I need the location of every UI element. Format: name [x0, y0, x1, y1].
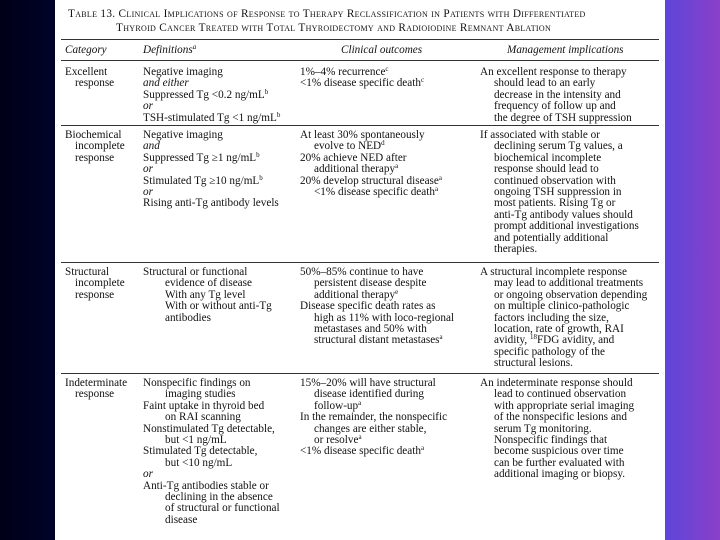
definitions-text: of structural or functional	[165, 502, 280, 515]
definitions-line	[143, 503, 280, 514]
footnote-marker: a	[358, 398, 362, 407]
management-text: Nonspecific findings that	[494, 434, 608, 447]
definitions-line	[143, 87, 280, 101]
outcomes-text: additional therapy	[314, 163, 396, 176]
definitions-line	[143, 198, 279, 209]
header-definitions-sup: a	[192, 43, 197, 51]
outcomes-line	[300, 446, 447, 457]
definitions-text: Suppressed Tg <0.2 ng/mL	[143, 88, 265, 101]
management-line	[480, 244, 639, 255]
outcomes-text: disease identified during	[314, 388, 424, 401]
cell-outcomes	[300, 267, 454, 347]
management-text: location, rate of growth, RAI	[494, 323, 624, 336]
header-top-rule	[61, 39, 659, 40]
management-text: prompt additional investigations	[494, 220, 639, 233]
table-title-line-2: Thyroid Cancer Treated with Total Thyroidectomy and Radioiodine Remnant Ablation	[116, 22, 552, 34]
definitions-text: or	[143, 163, 153, 176]
management-line	[480, 469, 634, 480]
category-line: Excellent	[65, 66, 108, 78]
definitions-line	[143, 173, 279, 187]
cell-category	[65, 378, 127, 401]
definitions-line	[143, 313, 272, 324]
management-text: biochemical incomplete	[494, 151, 602, 164]
category-line: incomplete	[75, 277, 125, 290]
management-text: additional imaging or biopsy.	[494, 468, 626, 481]
header-definitions	[143, 44, 196, 56]
footnote-marker: c	[385, 65, 389, 73]
outcomes-text: <1% disease specific death	[300, 445, 421, 458]
outcomes-text: <1% disease specific death	[300, 77, 421, 90]
outcomes-text: additional therapy	[314, 288, 396, 301]
category-line: Structural	[65, 266, 110, 278]
management-text: become suspicious over time	[494, 445, 624, 458]
definitions-text: Suppressed Tg ≥1 ng/mL	[143, 151, 257, 164]
management-text: with appropriate serial imaging	[494, 399, 635, 412]
outcomes-text: 1%–4% recurrence	[300, 66, 386, 78]
management-text: frequency of follow up and	[494, 100, 616, 113]
management-text: An excellent response to therapy	[480, 66, 627, 78]
management-text: If associated with stable or	[480, 129, 600, 141]
definitions-line	[143, 110, 281, 124]
category-line: response	[75, 151, 115, 164]
management-text: structural lesions.	[494, 357, 573, 370]
outcomes-text: 50%–85% continue to have	[300, 266, 424, 278]
footnote-marker: b	[276, 110, 281, 119]
footnote-marker: d	[381, 139, 385, 148]
management-text: the degree of TSH suppression	[494, 111, 632, 124]
definitions-text: antibodies	[165, 311, 211, 324]
definitions-text: Anti-Tg antibodies stable or	[143, 479, 269, 492]
management-text: anti-Tg antibody values should	[494, 208, 633, 221]
cell-category	[65, 67, 114, 90]
footnote-marker: e	[395, 287, 399, 296]
management-text: and potentially additional	[494, 231, 609, 244]
footnote-marker: b	[259, 173, 263, 182]
definitions-text: Rising anti-Tg antibody levels	[143, 197, 279, 210]
outcomes-text: persistent disease despite	[314, 277, 427, 290]
management-text-cont: FDG avidity, and	[536, 334, 615, 347]
definitions-line	[143, 515, 280, 526]
table-title	[55, 0, 665, 35]
management-text: should lead to an early	[494, 77, 596, 90]
outcomes-text: 20% achieve NED after	[300, 151, 407, 164]
management-text: continued observation with	[494, 174, 616, 187]
cell-management	[480, 267, 647, 370]
outcomes-text: metastases and 50% with	[314, 323, 427, 336]
cell-outcomes	[300, 67, 424, 90]
header-management: Management implications	[507, 44, 624, 56]
header-outcomes: Clinical outcomes	[341, 44, 423, 56]
definitions-text: and	[143, 140, 160, 153]
footnote-marker: a	[395, 162, 399, 171]
management-text: can be further evaluated with	[494, 456, 625, 469]
definitions-text: imaging studies	[165, 388, 236, 401]
outcomes-text: Disease specific death rates as	[300, 300, 436, 313]
header-definitions-text: Definitions	[143, 44, 193, 56]
outcomes-text: 15%–20% will have structural	[300, 377, 436, 389]
management-text: on multiple clinico-pathologic	[494, 300, 630, 313]
outcomes-text: <1% disease specific death	[314, 186, 435, 199]
definitions-text: Negative imaging	[143, 66, 223, 78]
outcomes-line	[300, 78, 424, 89]
management-text: of the nonspecific lesions and	[494, 411, 627, 424]
outcomes-text: changes are either stable,	[314, 422, 427, 435]
definitions-text: and either	[143, 77, 189, 90]
footnote-marker: b	[264, 87, 269, 96]
cell-outcomes	[300, 378, 447, 458]
cell-category	[65, 267, 125, 301]
outcomes-text: or resolve	[314, 434, 359, 447]
definitions-text: or	[143, 100, 153, 113]
footnote-marker: a	[358, 433, 362, 442]
header-category: Category	[65, 44, 107, 56]
row-divider	[61, 373, 659, 374]
category-line: incomplete	[75, 140, 125, 153]
management-text: factors including the size,	[494, 311, 609, 324]
footnote-marker: a	[438, 173, 442, 182]
management-text: declining serum Tg values, a	[494, 140, 623, 153]
category-line: response	[75, 288, 115, 301]
management-text: may lead to additional treatments	[494, 277, 644, 290]
outcomes-text: follow-up	[314, 399, 359, 412]
definitions-text: Nonspecific findings on	[143, 377, 251, 389]
category-line: response	[75, 388, 115, 401]
table-title-line-1: Table 13. Clinical Implications of Response to Therapy Reclassification in Patients with Differentiated	[68, 8, 586, 20]
cell-management	[480, 130, 639, 255]
management-text: ongoing TSH suppression in	[494, 186, 622, 199]
definitions-text: disease	[165, 513, 198, 526]
management-text: or ongoing observation depending	[494, 288, 648, 301]
definitions-text: but <10 ng/mL	[165, 456, 233, 469]
definitions-text: Stimulated Tg detectable,	[143, 445, 258, 458]
management-text: lead to continued observation	[494, 388, 627, 401]
definitions-line	[143, 150, 279, 164]
management-text: response should lead to	[494, 163, 599, 176]
cell-management	[480, 67, 632, 124]
outcomes-text: In the remainder, the nonspecific	[300, 411, 448, 424]
definitions-line	[143, 130, 279, 141]
footnote-marker: a	[434, 185, 439, 194]
outcomes-line	[300, 187, 442, 198]
definitions-text: Nonstimulated Tg detectable,	[143, 422, 275, 435]
definitions-text: on RAI scanning	[165, 411, 241, 424]
row-divider	[61, 262, 659, 263]
footnote-marker: c	[420, 76, 425, 85]
management-line	[480, 358, 647, 369]
definitions-text: With any Tg level	[165, 288, 246, 301]
definitions-text: With or without anti-Tg	[165, 300, 272, 313]
category-line: Biochemical	[65, 129, 122, 141]
row-divider	[61, 125, 659, 126]
management-text: decrease in the intensity and	[494, 88, 621, 101]
cell-category	[65, 130, 125, 164]
cell-definitions	[143, 67, 280, 124]
category-line: response	[75, 77, 115, 90]
definitions-text: or	[143, 186, 153, 199]
definitions-text: Structural or functional	[143, 266, 248, 278]
definitions-text: but <1 ng/mL	[165, 434, 227, 447]
management-text: most patients. Rising Tg or	[494, 197, 616, 210]
definitions-text: Stimulated Tg ≥10 ng/mL	[143, 174, 260, 187]
cell-definitions	[143, 378, 280, 526]
header-bottom-rule	[61, 60, 659, 61]
outcomes-line	[300, 335, 454, 346]
footnote-marker: 18	[529, 333, 537, 342]
management-text: An indeterminate response should	[480, 377, 633, 389]
footnote-marker: a	[420, 444, 425, 453]
management-text: therapies.	[494, 243, 538, 256]
definitions-text: Faint uptake in thyroid bed	[143, 399, 265, 412]
definitions-text: TSH-stimulated Tg <1 ng/mL	[143, 111, 277, 124]
management-line	[480, 113, 632, 124]
cell-definitions	[143, 267, 272, 324]
cell-outcomes	[300, 130, 442, 198]
table-slide	[55, 0, 665, 540]
definitions-text: evidence of disease	[165, 277, 252, 290]
management-text: serum Tg monitoring.	[494, 422, 592, 435]
management-text: avidity,	[494, 334, 530, 347]
management-text: specific pathology of the	[494, 345, 605, 358]
definitions-text: or	[143, 468, 153, 481]
cell-definitions	[143, 130, 279, 210]
definitions-line	[143, 458, 280, 469]
footnote-marker: b	[256, 150, 260, 159]
outcomes-text: evolve to NED	[314, 140, 382, 153]
outcomes-text: structural distant metastases	[314, 334, 440, 347]
footnote-marker: a	[439, 333, 443, 342]
outcomes-text: At least 30% spontaneously	[300, 129, 425, 141]
definitions-text: Negative imaging	[143, 129, 223, 141]
outcomes-text: high as 11% with loco-regional	[314, 311, 455, 324]
management-text: A structural incomplete response	[480, 266, 627, 278]
category-line: Indeterminate	[65, 377, 128, 389]
outcomes-text: 20% develop structural disease	[300, 174, 439, 187]
definitions-text: declining in the absence	[165, 491, 273, 504]
cell-management	[480, 378, 634, 481]
